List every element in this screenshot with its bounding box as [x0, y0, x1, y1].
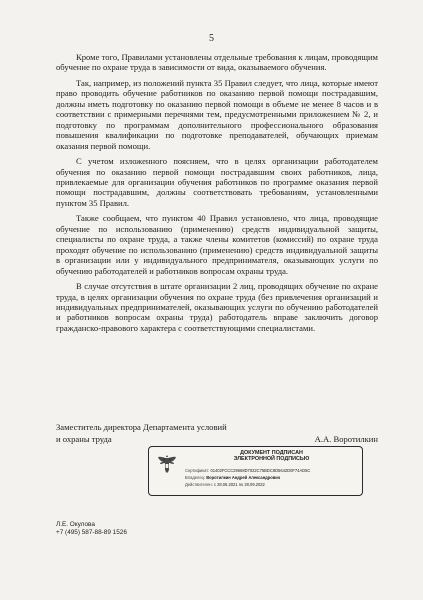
executor-name: Л.Е. Окулова: [56, 521, 95, 528]
russian-coat-of-arms-icon: [155, 452, 179, 476]
signature-block: [56, 421, 378, 445]
signer-name: А.А. Воротилкин: [314, 434, 378, 444]
paragraph-3: С учетом изложенного поясняем, что в целях организации работодателем обучения по оказанию первой помощи пострадавшим своих работников, лица, привлекаемые для организации обучения работников по программе оказания первой помощи пострадавшим, должны соответствовать требованиям, установленными пунктом 35 Правил.: [56, 156, 378, 208]
stamp-owner: [185, 475, 358, 480]
letter-body: [56, 52, 378, 338]
stamp-title: [185, 450, 358, 462]
electronic-signature-stamp: [148, 446, 363, 496]
valid-value: с 28.06.2021 по 28.09.2022: [213, 482, 265, 487]
stamp-title-line-2: ЭЛЕКТРОННОЙ ПОДПИСЬЮ: [233, 456, 310, 463]
signer-position-line-2: и охраны труда: [56, 434, 112, 444]
owner-value: Воротилкин Андрей Александрович: [206, 475, 281, 480]
paragraph-4: Также сообщаем, что пунктом 40 Правил установлено, что лица, проводящие обучение по использованию (применению) средств индивидуальной защиты, специалисты по охране труда, а также члены комитетов (комиссий) по охране труда проходят обучение по использованию (применению) средств индивидуальной защиты в организации или у индивидуального предпринимателя, оказывающих услуги по обучению работодателей и работников вопросам охраны труда.: [56, 213, 378, 276]
stamp-validity: [185, 482, 358, 487]
owner-label: Владелец:: [185, 475, 206, 480]
valid-label: Действителен:: [185, 482, 213, 487]
cert-value: 01402FCCC29668D7022C75BDC8D5642D0F74AD5C: [210, 468, 311, 473]
page-number: 5: [209, 33, 214, 44]
stamp-title-line-1: ДОКУМЕНТ ПОДПИСАН: [240, 450, 303, 456]
cert-label: Сертификат:: [185, 468, 210, 473]
paragraph-5: В случае отсутствия в штате организации 2 лиц, проводящих обучение по охране труда, в целях организации обучения по охране труда (без привлечения организаций и индивидуальных предпринимателей, оказывающих услуги по обучению работодателей и работников вопросам охраны труда) работодатель вправе заключить договор гражданско-правового характера с соответствующими специалистами.: [56, 281, 378, 333]
paragraph-1: Кроме того, Правилами установлены отдельные требования к лицам, проводящим обучение по охране труда в зависимости от вида, оказываемого обучения.: [56, 52, 378, 73]
executor-footer: [56, 521, 127, 537]
paragraph-2: Так, например, из положений пункта 35 Правил следует, что лица, которые имеют право проводить обучение работников по оказанию первой помощи пострадавшим, должны иметь подготовку по оказанию первой помощи в объеме не менее 8 часов и в соответствии с примерными перечнями тем, предусмотренными приложением № 2, и подготовку по программам дополнительного профессионального образования повышения квалификации по подготовке преподавателей, обучающих приемам оказания первой помощи.: [56, 77, 378, 151]
executor-phone: +7 (495) 587-88-89 1526: [56, 529, 127, 536]
signer-position-line-1: Заместитель директора Департамента условий: [56, 422, 227, 432]
stamp-certificate: [185, 468, 358, 473]
